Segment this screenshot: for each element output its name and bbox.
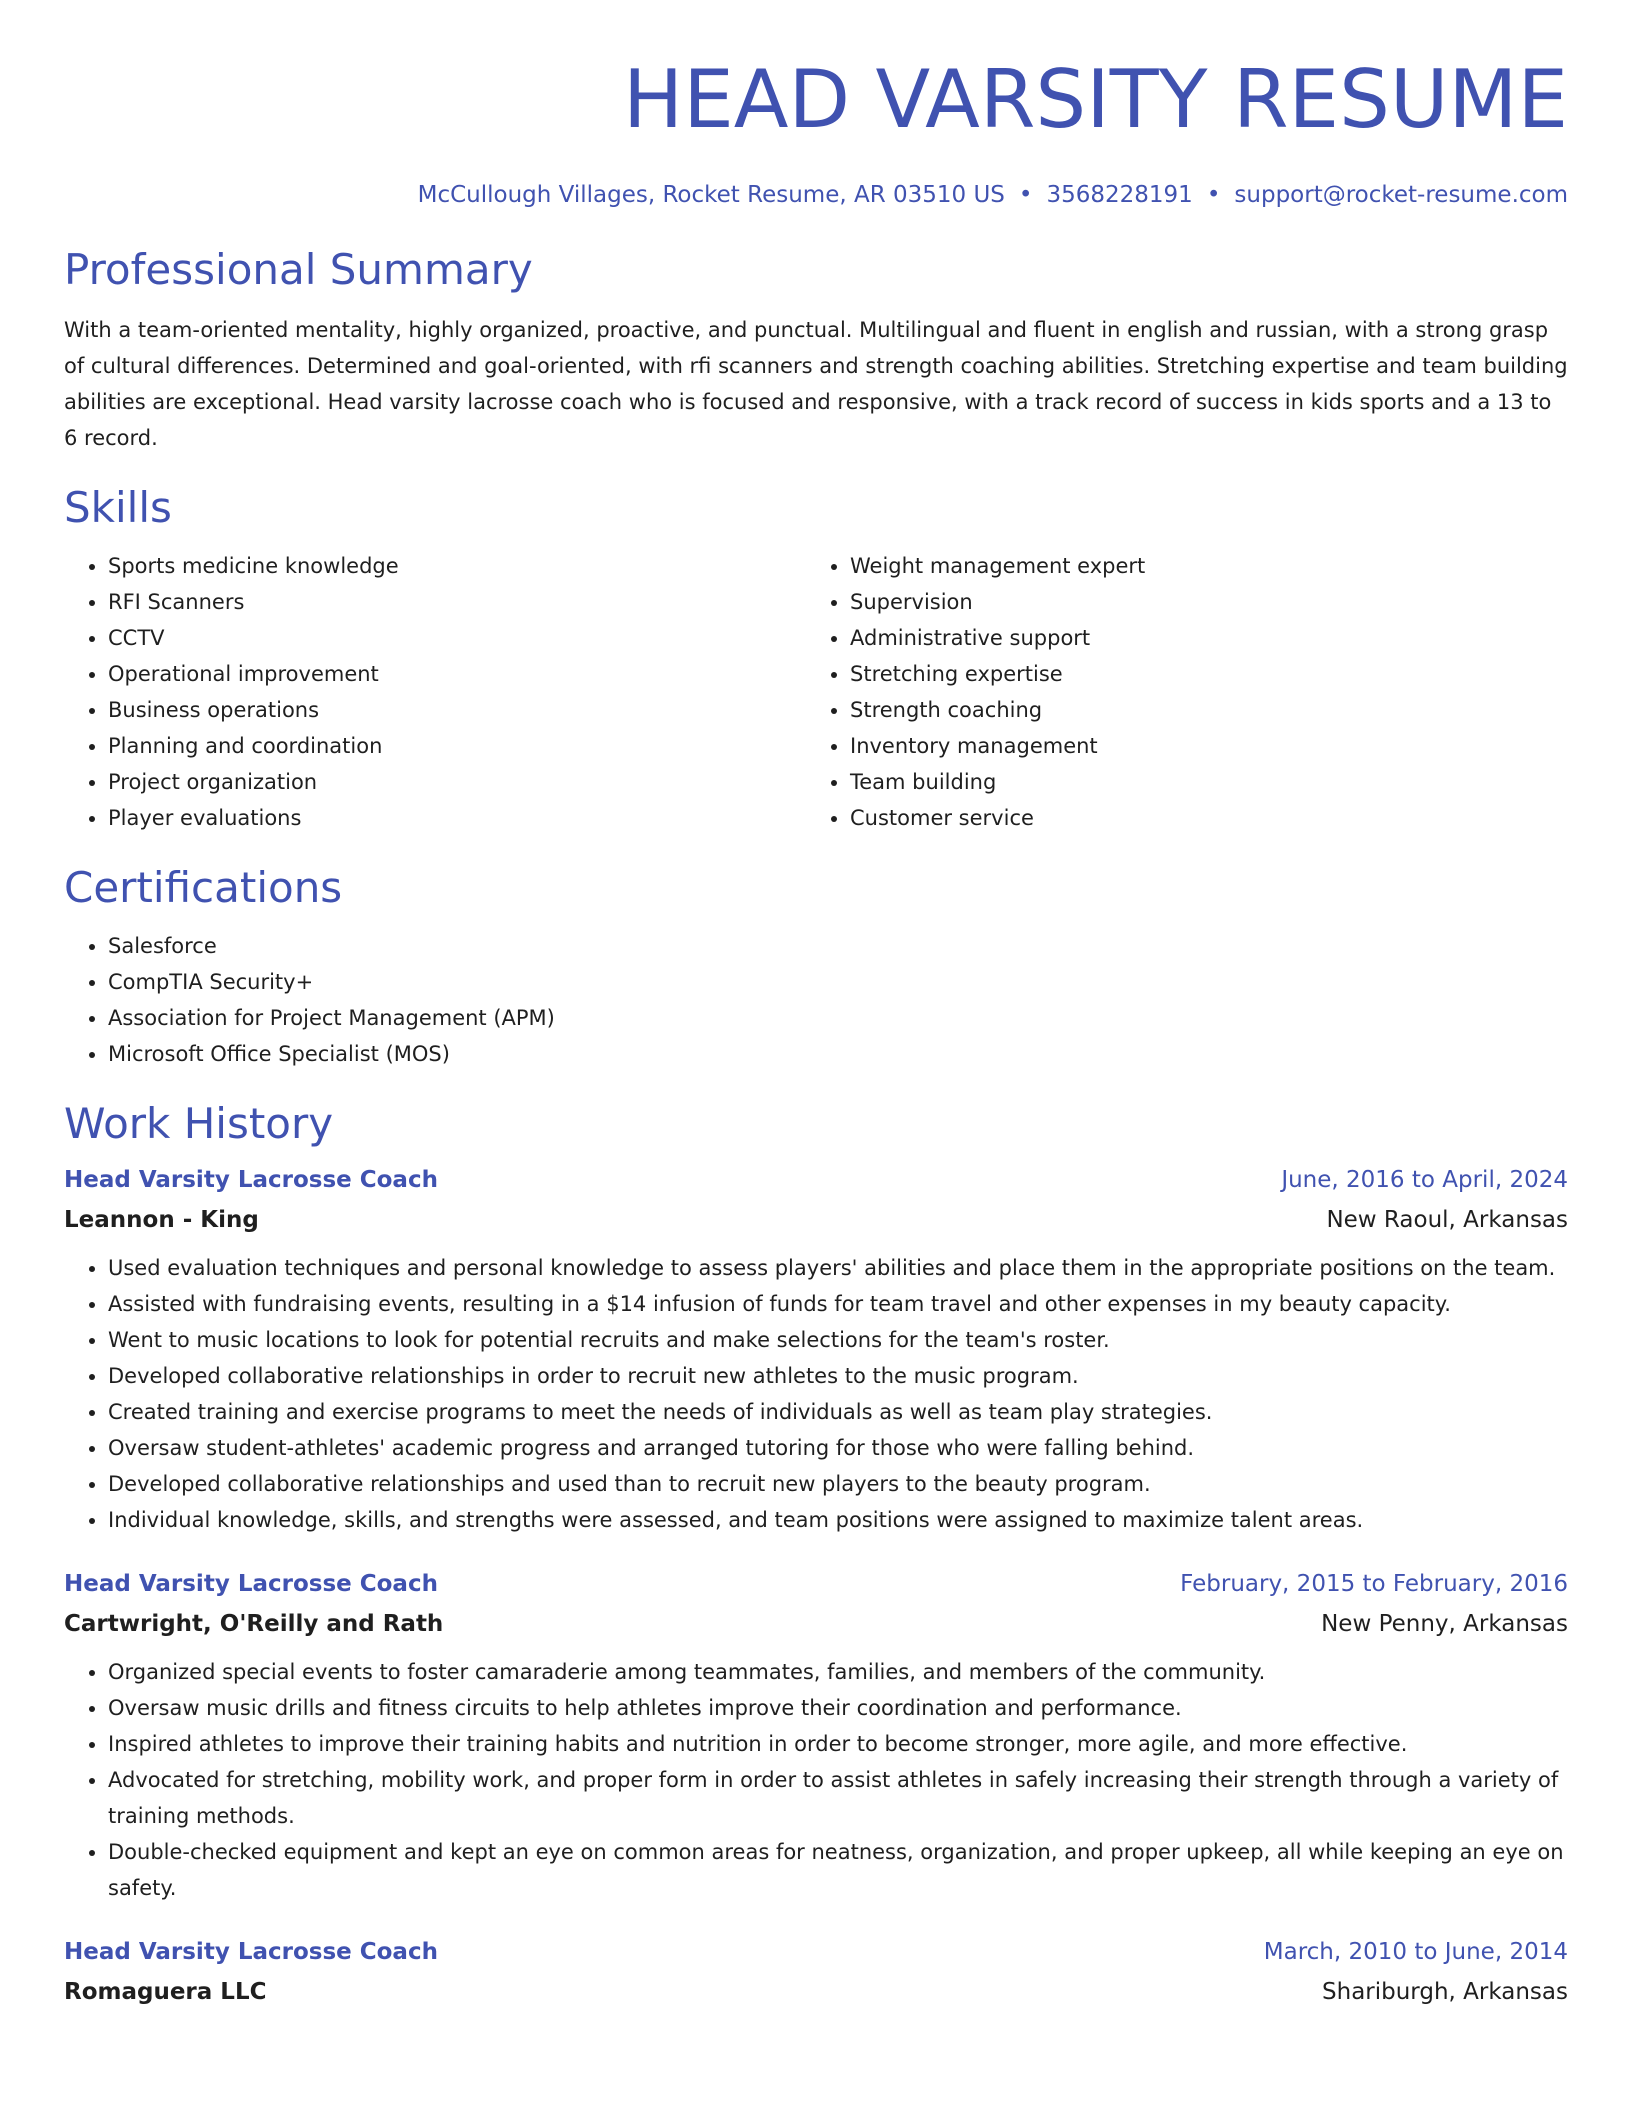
job-subheader	[64, 1604, 1568, 1644]
job-bullets	[64, 1654, 1568, 1906]
job-bullet: • Developed collaborative relationships and used than to recruit new players to the beauty program.	[108, 1466, 1568, 1502]
skill-item: • Project organization	[108, 764, 806, 800]
summary-text: With a team-oriented mentality, highly organized, proactive, and punctual. Multilingual and fluent in english and russian, with a strong grasp of cultural differences. Determined and goal-oriented, with rfi scanners and strength coaching abilities. Stretching expertise and team building abilities are exceptional. Head varsity lacrosse coach who is focused and responsive, with a track record of success in kids sports and a 13 to 6 record.	[64, 318, 1568, 450]
job-header	[64, 1160, 1568, 1200]
skill-item: • Inventory management	[850, 728, 1566, 764]
job-role: Head Varsity Lacrosse Coach	[64, 1571, 438, 1597]
job-dates: February, 2015 to February, 2016	[1180, 1571, 1568, 1597]
certification-item: • Association for Project Management (APM)	[108, 1000, 1568, 1036]
skill-item: • CCTV	[108, 620, 806, 656]
job-bullet: • Individual knowledge, skills, and strengths were assessed, and team positions were assigned to maximize talent areas.	[108, 1502, 1568, 1538]
contact-phone[interactable]: 3568228191	[1046, 182, 1193, 208]
job-bullet: • Developed collaborative relationships in order to recruit new athletes to the music program.	[108, 1358, 1568, 1394]
certification-item: • Salesforce	[108, 928, 1568, 964]
job-bullets	[64, 1250, 1568, 1538]
job-subheader	[64, 1200, 1568, 1240]
resume-title: HEAD VARSITY RESUME	[623, 53, 1568, 146]
contact-address: McCullough Villages, Rocket Resume, AR 03510 US	[417, 182, 1005, 208]
skill-item: • Weight management expert	[850, 548, 1566, 584]
skills-right-list	[806, 548, 1566, 836]
summary-heading: Professional Summary	[64, 245, 533, 294]
job-bullet: • Advocated for stretching, mobility work, and proper form in order to assist athletes in safely increasing their strength through a variety of training methods.	[108, 1762, 1568, 1834]
job-subheader	[64, 1972, 1568, 2012]
job-company: Leannon - King	[64, 1207, 259, 1233]
skill-item: • Player evaluations	[108, 800, 806, 836]
skill-item: • Stretching expertise	[850, 656, 1566, 692]
skill-item: • Operational improvement	[108, 656, 806, 692]
skill-item: • Administrative support	[850, 620, 1566, 656]
skill-item: • RFI Scanners	[108, 584, 806, 620]
work-history-section	[64, 1096, 1568, 2012]
job-header	[64, 1564, 1568, 1604]
job-bullet: • Double-checked equipment and kept an eye on common areas for neatness, organization, and proper upkeep, all while keeping an eye on safety.	[108, 1834, 1568, 1906]
skill-item: • Business operations	[108, 692, 806, 728]
job-dates: March, 2010 to June, 2014	[1263, 1939, 1568, 1965]
skill-item: • Supervision	[850, 584, 1566, 620]
summary-section	[64, 242, 1568, 456]
job-bullet: • Used evaluation techniques and personal knowledge to assess players' abilities and place them in the appropriate positions on the team.	[108, 1250, 1568, 1286]
skills-left-list	[64, 548, 806, 836]
skill-item: • Strength coaching	[850, 692, 1566, 728]
job-bullet: • Inspired athletes to improve their training habits and nutrition in order to become stronger, more agile, and more effective.	[108, 1726, 1568, 1762]
job-role: Head Varsity Lacrosse Coach	[64, 1167, 438, 1193]
contact-email[interactable]: support@rocket-resume.com	[1234, 182, 1568, 208]
certifications-list	[64, 928, 1568, 1072]
job-header	[64, 1932, 1568, 1972]
certifications-heading: Certifications	[64, 863, 343, 912]
certification-item: • Microsoft Office Specialist (MOS)	[108, 1036, 1568, 1072]
job-location: New Penny, Arkansas	[1321, 1611, 1568, 1637]
contact-separator: •	[1206, 182, 1221, 208]
job-entry	[64, 1160, 1568, 1538]
skills-section	[64, 480, 1568, 836]
job-bullet: • Oversaw music drills and fitness circuits to help athletes improve their coordination and performance.	[108, 1690, 1568, 1726]
job-bullet: • Went to music locations to look for potential recruits and make selections for the team's roster.	[108, 1322, 1568, 1358]
job-bullet: • Created training and exercise programs to meet the needs of individuals as well as team play strategies.	[108, 1394, 1568, 1430]
job-bullet: • Organized special events to foster camaraderie among teammates, families, and members of the community.	[108, 1654, 1568, 1690]
job-dates: June, 2016 to April, 2024	[1281, 1167, 1568, 1193]
skills-heading: Skills	[64, 483, 172, 532]
work-history-heading: Work History	[64, 1099, 334, 1148]
skills-columns	[64, 548, 1568, 836]
job-bullet: • Assisted with fundraising events, resulting in a $14 infusion of funds for team travel and other expenses in my beauty capacity.	[108, 1286, 1568, 1322]
job-company: Cartwright, O'Reilly and Rath	[64, 1611, 444, 1637]
skill-item: • Planning and coordination	[108, 728, 806, 764]
contact-line	[64, 178, 1568, 212]
job-location: New Raoul, Arkansas	[1326, 1207, 1568, 1233]
skill-item: • Customer service	[850, 800, 1566, 836]
job-company: Romaguera LLC	[64, 1979, 267, 2005]
certification-item: • CompTIA Security+	[108, 964, 1568, 1000]
job-location: Shariburgh, Arkansas	[1322, 1979, 1568, 2005]
skill-item: • Team building	[850, 764, 1566, 800]
job-entry	[64, 1564, 1568, 1906]
job-role: Head Varsity Lacrosse Coach	[64, 1939, 438, 1965]
contact-separator: •	[1018, 182, 1033, 208]
skill-item: • Sports medicine knowledge	[108, 548, 806, 584]
job-bullet: • Oversaw student-athletes' academic progress and arranged tutoring for those who were falling behind.	[108, 1430, 1568, 1466]
job-entry	[64, 1932, 1568, 2012]
certifications-section	[64, 860, 1568, 1072]
